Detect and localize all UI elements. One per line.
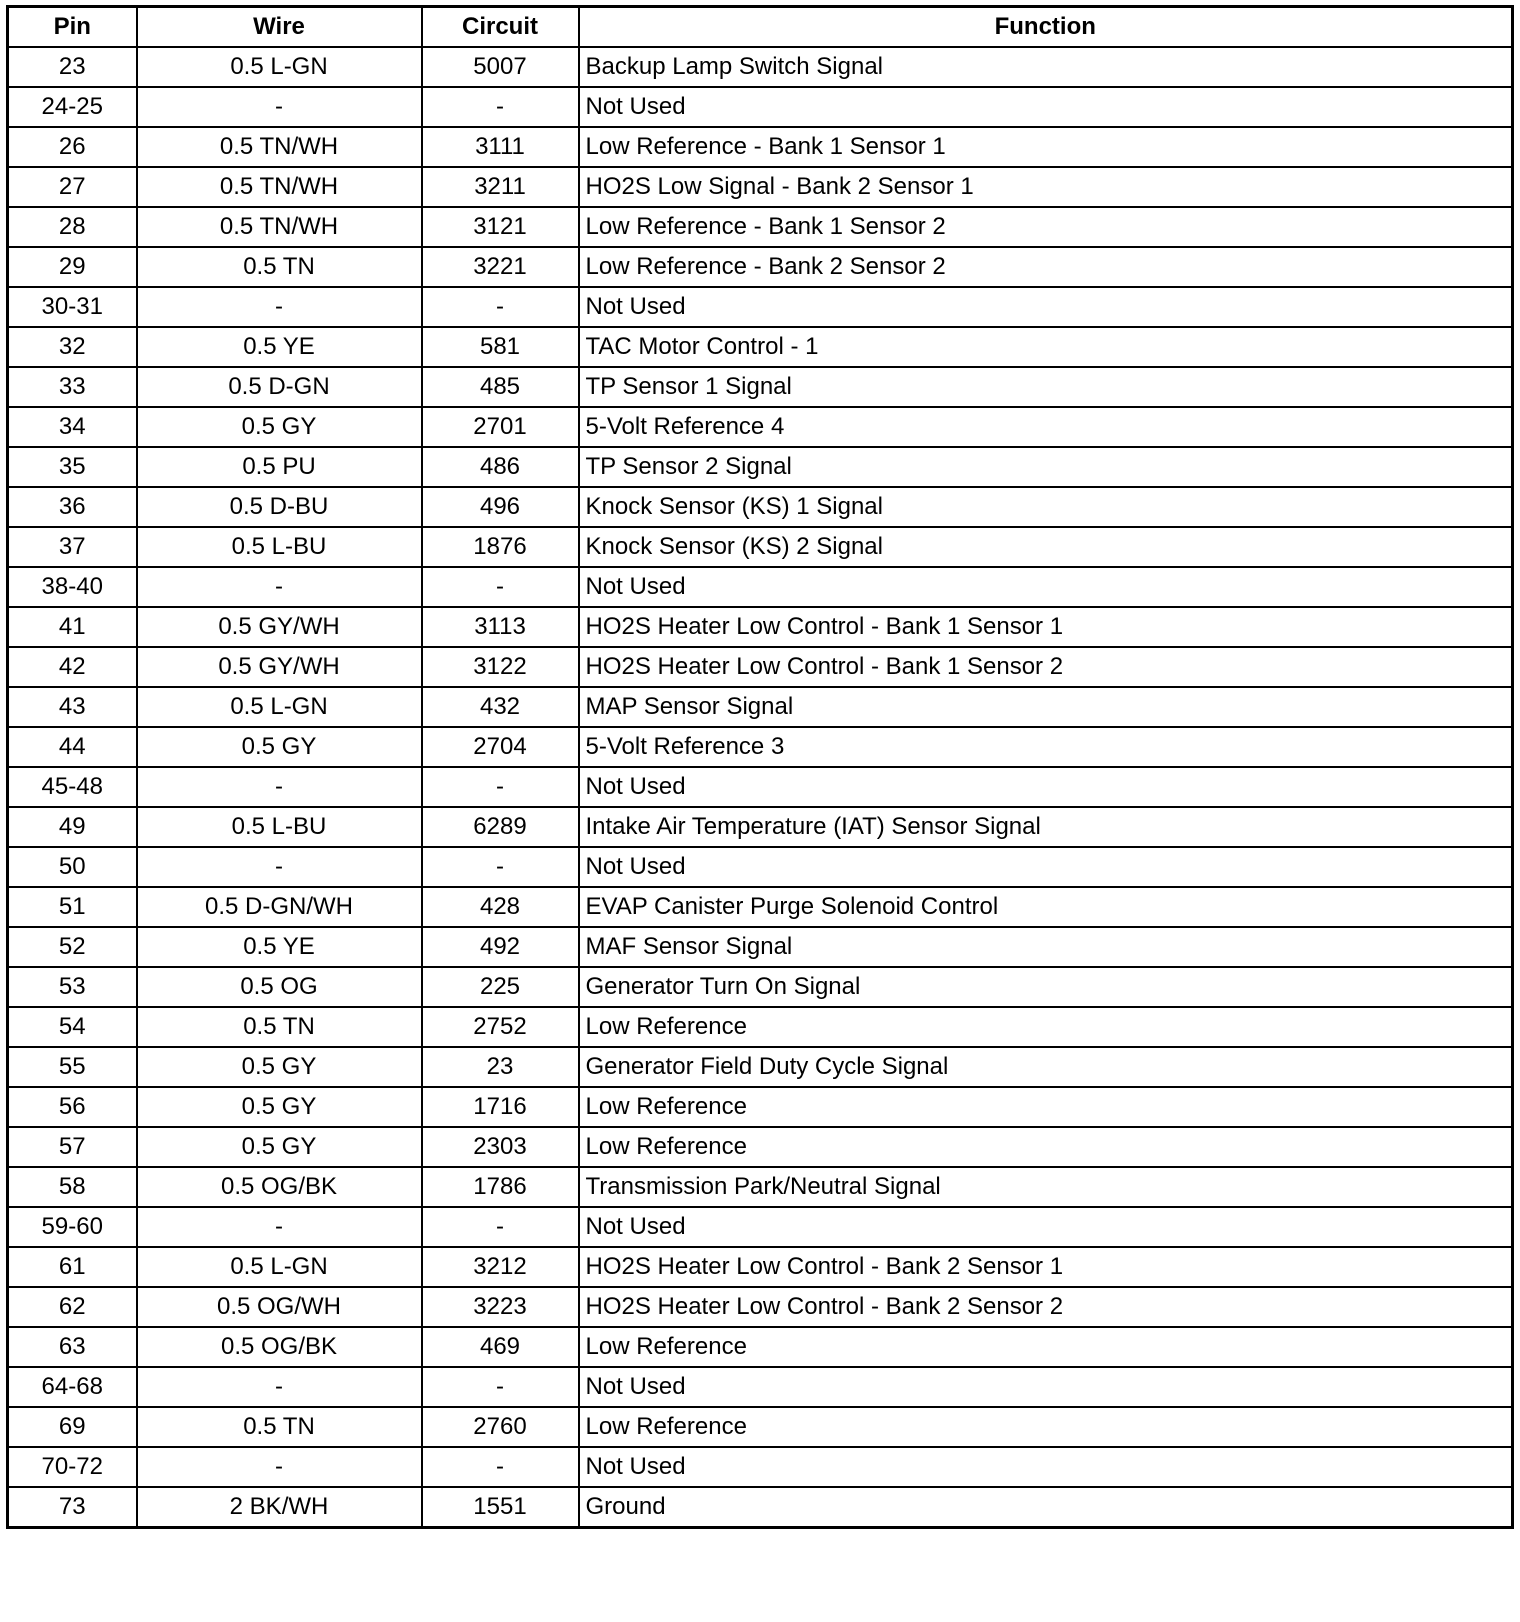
cell-function: Backup Lamp Switch Signal <box>579 47 1513 87</box>
cell-wire: 0.5 GY/WH <box>137 647 422 687</box>
cell-circuit: 3212 <box>422 1247 579 1287</box>
table-row <box>8 87 1513 127</box>
cell-circuit: 581 <box>422 327 579 367</box>
table-row <box>8 1287 1513 1327</box>
cell-function: Not Used <box>579 87 1513 127</box>
cell-wire: - <box>137 847 422 887</box>
cell-circuit: 469 <box>422 1327 579 1367</box>
cell-wire: 0.5 TN/WH <box>137 127 422 167</box>
cell-pin: 59-60 <box>8 1207 137 1247</box>
cell-function: Low Reference - Bank 2 Sensor 2 <box>579 247 1513 287</box>
table-row <box>8 1487 1513 1528</box>
cell-function: TP Sensor 2 Signal <box>579 447 1513 487</box>
cell-wire: 0.5 OG/BK <box>137 1327 422 1367</box>
table-row <box>8 487 1513 527</box>
cell-circuit: 1716 <box>422 1087 579 1127</box>
cell-function: MAF Sensor Signal <box>579 927 1513 967</box>
table-row <box>8 447 1513 487</box>
cell-circuit: 432 <box>422 687 579 727</box>
cell-wire: 0.5 YE <box>137 927 422 967</box>
cell-function: Low Reference <box>579 1327 1513 1367</box>
cell-circuit: - <box>422 87 579 127</box>
cell-circuit: 225 <box>422 967 579 1007</box>
table-row <box>8 327 1513 367</box>
cell-circuit: 2704 <box>422 727 579 767</box>
cell-wire: - <box>137 1207 422 1247</box>
cell-wire: 0.5 YE <box>137 327 422 367</box>
table-row <box>8 647 1513 687</box>
table-row <box>8 607 1513 647</box>
table-row <box>8 1087 1513 1127</box>
table-row <box>8 1407 1513 1447</box>
cell-pin: 52 <box>8 927 137 967</box>
cell-pin: 55 <box>8 1047 137 1087</box>
table-row <box>8 727 1513 767</box>
cell-function: 5-Volt Reference 4 <box>579 407 1513 447</box>
cell-pin: 63 <box>8 1327 137 1367</box>
cell-pin: 26 <box>8 127 137 167</box>
cell-pin: 73 <box>8 1487 137 1528</box>
cell-circuit: 23 <box>422 1047 579 1087</box>
header-circuit: Circuit <box>422 7 579 48</box>
cell-circuit: 3122 <box>422 647 579 687</box>
table-row <box>8 167 1513 207</box>
cell-circuit: 3121 <box>422 207 579 247</box>
cell-wire: 0.5 OG <box>137 967 422 1007</box>
table-row <box>8 1127 1513 1167</box>
table-row <box>8 807 1513 847</box>
cell-circuit: 3223 <box>422 1287 579 1327</box>
cell-function: Low Reference - Bank 1 Sensor 1 <box>579 127 1513 167</box>
cell-wire: 2 BK/WH <box>137 1487 422 1528</box>
pinout-table <box>6 5 1514 1529</box>
cell-wire: 0.5 GY <box>137 727 422 767</box>
header-pin: Pin <box>8 7 137 48</box>
cell-function: HO2S Heater Low Control - Bank 1 Sensor 2 <box>579 647 1513 687</box>
cell-wire: 0.5 TN <box>137 1007 422 1047</box>
cell-function: HO2S Heater Low Control - Bank 1 Sensor 1 <box>579 607 1513 647</box>
cell-wire: 0.5 L-GN <box>137 47 422 87</box>
cell-pin: 54 <box>8 1007 137 1047</box>
table-row <box>8 127 1513 167</box>
cell-wire: 0.5 OG/BK <box>137 1167 422 1207</box>
table-row <box>8 527 1513 567</box>
cell-circuit: 2752 <box>422 1007 579 1047</box>
cell-pin: 43 <box>8 687 137 727</box>
cell-circuit: 3111 <box>422 127 579 167</box>
cell-circuit: 2303 <box>422 1127 579 1167</box>
header-row <box>8 7 1513 48</box>
cell-pin: 70-72 <box>8 1447 137 1487</box>
cell-pin: 30-31 <box>8 287 137 327</box>
cell-wire: 0.5 GY <box>137 1127 422 1167</box>
cell-function: Generator Turn On Signal <box>579 967 1513 1007</box>
cell-function: Not Used <box>579 767 1513 807</box>
cell-function: Not Used <box>579 287 1513 327</box>
cell-circuit: - <box>422 1367 579 1407</box>
cell-circuit: 5007 <box>422 47 579 87</box>
cell-pin: 62 <box>8 1287 137 1327</box>
cell-wire: 0.5 GY/WH <box>137 607 422 647</box>
cell-function: Intake Air Temperature (IAT) Sensor Signal <box>579 807 1513 847</box>
cell-pin: 41 <box>8 607 137 647</box>
cell-circuit: 1786 <box>422 1167 579 1207</box>
cell-function: HO2S Heater Low Control - Bank 2 Sensor 2 <box>579 1287 1513 1327</box>
table-body <box>8 47 1513 1528</box>
cell-function: Not Used <box>579 567 1513 607</box>
cell-wire: - <box>137 767 422 807</box>
table-row <box>8 1247 1513 1287</box>
cell-function: Knock Sensor (KS) 1 Signal <box>579 487 1513 527</box>
cell-function: MAP Sensor Signal <box>579 687 1513 727</box>
table-row <box>8 1167 1513 1207</box>
cell-circuit: - <box>422 767 579 807</box>
cell-pin: 64-68 <box>8 1367 137 1407</box>
cell-wire: 0.5 D-BU <box>137 487 422 527</box>
cell-pin: 42 <box>8 647 137 687</box>
cell-pin: 37 <box>8 527 137 567</box>
cell-circuit: 3211 <box>422 167 579 207</box>
cell-function: Low Reference <box>579 1007 1513 1047</box>
cell-wire: 0.5 L-BU <box>137 527 422 567</box>
cell-pin: 33 <box>8 367 137 407</box>
cell-circuit: - <box>422 1207 579 1247</box>
table-header <box>8 7 1513 48</box>
cell-wire: 0.5 TN <box>137 247 422 287</box>
cell-wire: 0.5 L-BU <box>137 807 422 847</box>
cell-wire: 0.5 TN/WH <box>137 207 422 247</box>
cell-function: Not Used <box>579 1367 1513 1407</box>
cell-wire: - <box>137 87 422 127</box>
table-row <box>8 687 1513 727</box>
cell-function: Generator Field Duty Cycle Signal <box>579 1047 1513 1087</box>
table-row <box>8 567 1513 607</box>
cell-circuit: 2760 <box>422 1407 579 1447</box>
cell-pin: 49 <box>8 807 137 847</box>
cell-circuit: - <box>422 1447 579 1487</box>
table-row <box>8 1367 1513 1407</box>
cell-pin: 51 <box>8 887 137 927</box>
table-row <box>8 207 1513 247</box>
header-function: Function <box>579 7 1513 48</box>
cell-wire: 0.5 TN <box>137 1407 422 1447</box>
cell-circuit: 1551 <box>422 1487 579 1528</box>
cell-pin: 34 <box>8 407 137 447</box>
cell-pin: 27 <box>8 167 137 207</box>
cell-function: Not Used <box>579 847 1513 887</box>
cell-wire: 0.5 D-GN/WH <box>137 887 422 927</box>
cell-function: EVAP Canister Purge Solenoid Control <box>579 887 1513 927</box>
cell-pin: 32 <box>8 327 137 367</box>
table-row <box>8 287 1513 327</box>
cell-wire: 0.5 L-GN <box>137 1247 422 1287</box>
table-row <box>8 1207 1513 1247</box>
cell-function: Not Used <box>579 1447 1513 1487</box>
cell-wire: - <box>137 567 422 607</box>
table-row <box>8 247 1513 287</box>
table-row <box>8 967 1513 1007</box>
cell-function: Not Used <box>579 1207 1513 1247</box>
cell-pin: 58 <box>8 1167 137 1207</box>
cell-pin: 61 <box>8 1247 137 1287</box>
cell-pin: 29 <box>8 247 137 287</box>
cell-circuit: 3221 <box>422 247 579 287</box>
cell-wire: - <box>137 1447 422 1487</box>
cell-function: Transmission Park/Neutral Signal <box>579 1167 1513 1207</box>
cell-circuit: 492 <box>422 927 579 967</box>
cell-wire: - <box>137 1367 422 1407</box>
cell-circuit: - <box>422 847 579 887</box>
cell-circuit: - <box>422 567 579 607</box>
table-row <box>8 927 1513 967</box>
cell-circuit: 6289 <box>422 807 579 847</box>
cell-function: 5-Volt Reference 3 <box>579 727 1513 767</box>
cell-function: Ground <box>579 1487 1513 1528</box>
cell-wire: 0.5 GY <box>137 1087 422 1127</box>
cell-pin: 50 <box>8 847 137 887</box>
table-row <box>8 767 1513 807</box>
table-row <box>8 47 1513 87</box>
cell-pin: 24-25 <box>8 87 137 127</box>
cell-function: HO2S Low Signal - Bank 2 Sensor 1 <box>579 167 1513 207</box>
cell-pin: 35 <box>8 447 137 487</box>
table-row <box>8 1047 1513 1087</box>
cell-circuit: 1876 <box>422 527 579 567</box>
cell-function: Low Reference <box>579 1087 1513 1127</box>
table-row <box>8 1447 1513 1487</box>
cell-pin: 45-48 <box>8 767 137 807</box>
cell-pin: 69 <box>8 1407 137 1447</box>
cell-wire: 0.5 D-GN <box>137 367 422 407</box>
cell-circuit: 486 <box>422 447 579 487</box>
cell-function: Low Reference - Bank 1 Sensor 2 <box>579 207 1513 247</box>
table-row <box>8 367 1513 407</box>
cell-wire: 0.5 OG/WH <box>137 1287 422 1327</box>
cell-function: TAC Motor Control - 1 <box>579 327 1513 367</box>
cell-wire: 0.5 PU <box>137 447 422 487</box>
cell-function: Knock Sensor (KS) 2 Signal <box>579 527 1513 567</box>
cell-function: HO2S Heater Low Control - Bank 2 Sensor 1 <box>579 1247 1513 1287</box>
cell-function: TP Sensor 1 Signal <box>579 367 1513 407</box>
cell-circuit: - <box>422 287 579 327</box>
cell-pin: 38-40 <box>8 567 137 607</box>
table-row <box>8 1327 1513 1367</box>
cell-circuit: 3113 <box>422 607 579 647</box>
cell-circuit: 496 <box>422 487 579 527</box>
cell-wire: 0.5 L-GN <box>137 687 422 727</box>
cell-wire: - <box>137 287 422 327</box>
cell-circuit: 2701 <box>422 407 579 447</box>
table-row <box>8 847 1513 887</box>
table-row <box>8 407 1513 447</box>
cell-pin: 36 <box>8 487 137 527</box>
cell-circuit: 485 <box>422 367 579 407</box>
table-row <box>8 887 1513 927</box>
cell-wire: 0.5 GY <box>137 1047 422 1087</box>
cell-pin: 44 <box>8 727 137 767</box>
cell-function: Low Reference <box>579 1407 1513 1447</box>
cell-pin: 28 <box>8 207 137 247</box>
cell-function: Low Reference <box>579 1127 1513 1167</box>
table-row <box>8 1007 1513 1047</box>
cell-pin: 23 <box>8 47 137 87</box>
cell-pin: 56 <box>8 1087 137 1127</box>
header-wire: Wire <box>137 7 422 48</box>
cell-wire: 0.5 GY <box>137 407 422 447</box>
cell-pin: 53 <box>8 967 137 1007</box>
cell-pin: 57 <box>8 1127 137 1167</box>
cell-circuit: 428 <box>422 887 579 927</box>
cell-wire: 0.5 TN/WH <box>137 167 422 207</box>
